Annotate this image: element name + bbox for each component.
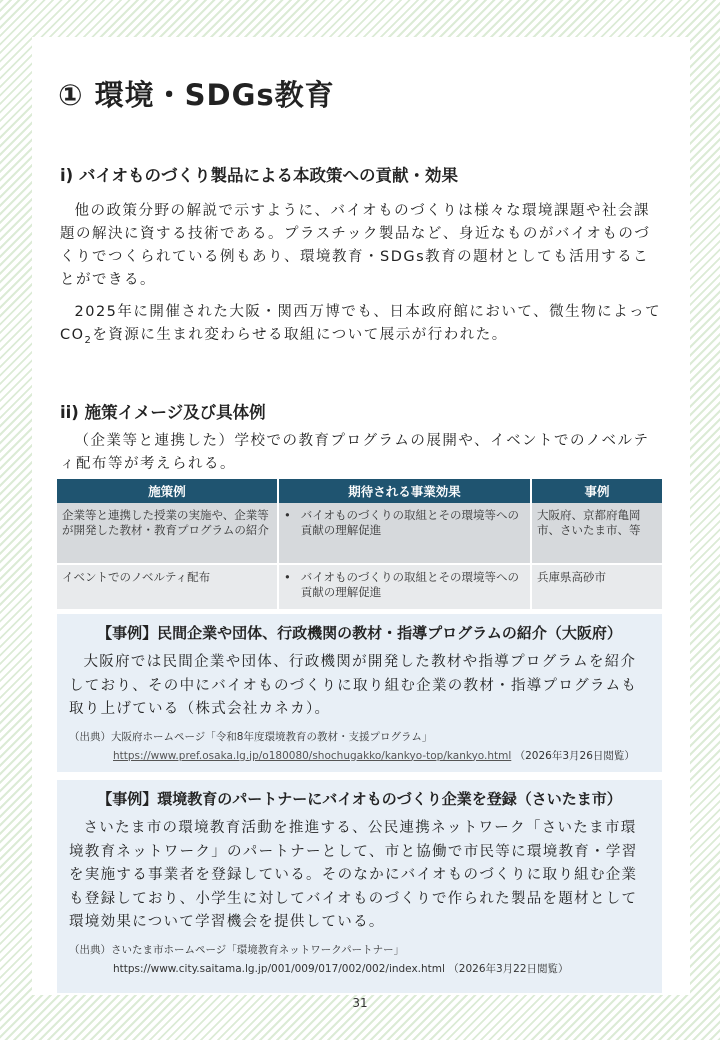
case-title: 【事例】民間企業や団体、行政機関の教材・指導プログラムの紹介（大阪府） [97, 624, 622, 642]
paragraph: 2025年に開催された大阪・関西万博でも、日本政府館において、微生物によって$CO_2$を資源に生まれ変わらせる取組について展示が行われた。 [60, 304, 662, 346]
column-header: 期待される事業効果 [278, 479, 531, 503]
column-header: 施策例 [57, 479, 278, 503]
case-source: （出典）さいたま市ホームページ「環境教育ネットワークパートナー」 https://www.city.saitama.lg.jp/001/009/017/002/002/index.html （2026年3月22日閲覧） [69, 943, 569, 975]
cell-effect: • バイオものづくりの取組とその環境等への貢献の理解促進 [278, 503, 531, 564]
case-title: 【事例】環境教育のパートナーにバイオものづくり企業を登録（さいたま市） [97, 790, 622, 808]
cell-example: 大阪府、京都府亀岡市、さいたま市、等 [531, 503, 662, 564]
table-row [57, 503, 662, 564]
table-row [57, 564, 662, 609]
case-box-osaka [57, 614, 662, 772]
measures-table [57, 479, 662, 609]
cell-example: 兵庫県高砂市 [531, 564, 662, 609]
case-body: さいたま市の環境教育活動を推進する、公民連携ネットワーク「さいたま市環境教育ネットワーク」のパートナーとして、市と協働で市民等に環境教育・学習を実施する事業者を登録している。そのなかにバイオものづくりに取り組む企業も登録しており、小学生に対してバイオものづくりで作られた製品を題材として環境効果について学習機会を提供している。 [69, 820, 638, 930]
page-title: ① 環境・SDGs教育 [58, 78, 335, 112]
case-source: （出典）大阪府ホームページ「令和8年度環境教育の教材・支援プログラム」 https://www.pref.osaka.lg.jp/o180080/shochugakko/kankyo-top/kankyo.html （2026年3月26日閲覧） [69, 730, 635, 762]
cell-effect: • バイオものづくりの取組とその環境等への貢献の理解促進 [278, 564, 531, 609]
page-number: 31 [352, 996, 368, 1010]
case-body: 大阪府では民間企業や団体、行政機関が開発した教材や指導プログラムを紹介しており、その中にバイオものづくりに取り組む企業の教材・指導プログラムも取り上げている（株式会社カネカ）。 [69, 654, 638, 717]
page [32, 37, 690, 995]
section-heading-1: i) バイオものづくり製品による本政策への貢献・効果 [60, 166, 458, 185]
paragraph: （企業等と連携した）学校での教育プログラムの展開や、イベントでのノベルティ配布等が考えられる。 [60, 433, 650, 472]
cell-measure: 企業等と連携した授業の実施や、企業等が開発した教材・教育プログラムの紹介 [57, 503, 278, 564]
source-link[interactable]: https://www.pref.osaka.lg.jp/o180080/shochugakko/kankyo-top/kankyo.html [113, 749, 512, 762]
paragraph: 他の政策分野の解説で示すように、バイオものづくりは様々な環境課題や社会課題の解決に資する技術である。プラスチック製品など、身近なものがバイオものづくりでつくられている例もあり、環境教育・SDGs教育の題材としても活用することができる。 [60, 203, 651, 288]
column-header: 事例 [531, 479, 662, 503]
case-box-saitama [57, 780, 662, 993]
table-header-row [57, 479, 662, 503]
cell-measure: イベントでのノベルティ配布 [57, 564, 278, 609]
section-heading-2: ii) 施策イメージ及び具体例 [60, 403, 266, 422]
